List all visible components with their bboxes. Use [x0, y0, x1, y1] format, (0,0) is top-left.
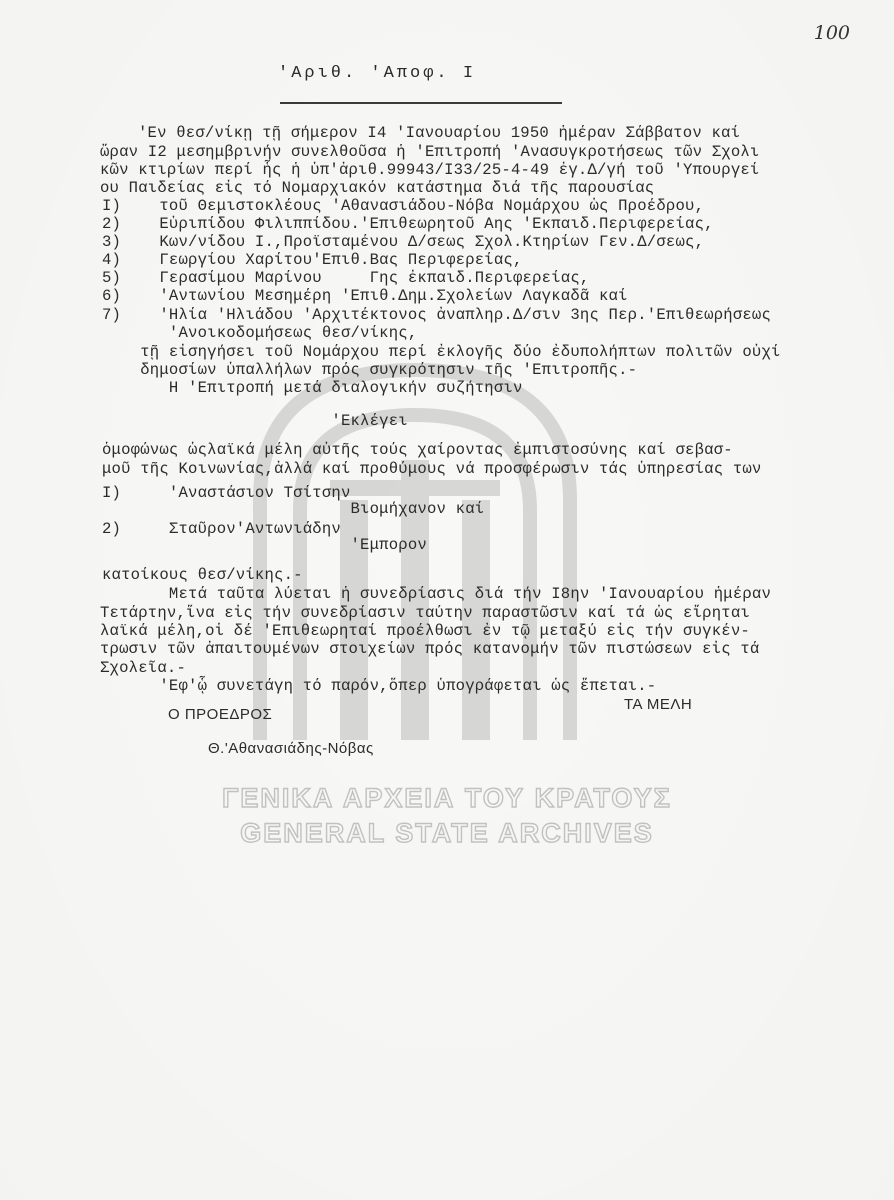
body-line: 2) Σταῦρον'Αντωνιάδην	[102, 520, 341, 538]
watermark-greek: ΓΕΝΙΚΑ ΑΡΧΕΙΑ ΤΟΥ ΚΡΑΤΟΥΣ	[222, 783, 672, 813]
president-label: Ο ΠΡΟΕΔΡΟΣ	[168, 706, 273, 723]
body-line: Η 'Επιτροπή μετά διαλογικήν συζήτησιν	[102, 379, 523, 397]
body-line: ὥραν Ι2 μεσημβρινήν συνελθοῦσα ἡ 'Επιτροπή 'Ανασυγκροτήσεως τῶν Σχολι	[100, 143, 760, 161]
body-line: 'Ανοικοδομήσεως θεσ/νίκης,	[102, 324, 418, 342]
body-line: 5) Γερασίμου Μαρίνου Γης ἐκπαιδ.Περιφερείας,	[102, 269, 590, 287]
heading-underline	[280, 102, 562, 104]
page-number: 100	[813, 22, 850, 44]
body-line: 'Εφ'ᾧ συνετάγη τό παρόν,ὅπερ ὑπογράφεται ὡς ἕπεται.-	[102, 677, 657, 695]
president-name: Θ.'Αθανασιάδης-Νόβας	[208, 740, 374, 757]
body-line: τῇ εἰσηγήσει τοῦ Νομάρχου περί ἐκλογῆς δύο ἐδυπολήπτων πολιτῶν οὐχί	[102, 343, 781, 361]
body-line: 'Εμπορον	[102, 536, 427, 554]
body-line: 'Εκλέγει	[102, 412, 408, 430]
body-line: 6) 'Αντωνίου Μεσημέρη 'Επιθ.Δημ.Σχολείων Λαγκαδᾶ καί	[102, 287, 628, 305]
body-line: Ι) τοῦ Θεμιστοκλέους 'Αθανασιάδου-Νόβα Νομάρχου ὡς Προέδρου,	[102, 197, 705, 215]
body-line: 4) Γεωργίου Χαρίτου'Επιθ.Βας Περιφερείας,	[102, 251, 523, 269]
body-line: ὁμοφώνως ὡςλαϊκά μέλη αὐτῆς τούς χαίροντας ἐμπιστοσύνης καί σεβασ-	[102, 441, 733, 459]
decision-heading: 'Αριθ. 'Αποφ. Ι	[278, 64, 477, 83]
members-label: ΤΑ ΜΕΛΗ	[624, 696, 693, 713]
body-line: λαϊκά μέλη,οἱ δέ 'Επιθεωρηταί προέλθωσι ἐν τῷ μεταξύ εἰς τήν συγκέν-	[100, 622, 750, 640]
body-line: κατοίκους θεσ/νίκης.-	[102, 566, 303, 584]
body-line: ου Παιδείας εἰς τό Νομαρχιακόν κατάστημα διά τῆς παρουσίας	[100, 179, 655, 197]
watermark-english: GENERAL STATE ARCHIVES	[240, 818, 654, 848]
body-line: 'Εν θεσ/νίκῃ τῇ σήμερον Ι4 'Ιανουαρίου 1950 ἡμέραν Σάββατον καί	[138, 124, 741, 142]
body-line: Σχολεῖα.-	[100, 659, 187, 677]
body-line: τρωσιν τῶν ἀπαιτουμένων στοιχείων πρός κατανομήν τῶν πιστώσεων εἰς τά	[100, 640, 760, 658]
body-line: Τετάρτην,ἵνα εἰς τήν συνεδρίασιν ταύτην παραστῶσιν καί τά ὡς εἴρηται	[100, 604, 750, 622]
body-line: Ι) 'Αναστάσιον Τσίτσην	[102, 484, 351, 502]
body-line: 7) 'Ηλία 'Ηλιάδου 'Αρχιτέκτονος ἀναπληρ.Δ/σιν 3ης Περ.'Επιθεωρήσεως	[102, 306, 772, 324]
body-line: 2) Εὐριπίδου Φιλιππίδου.'Επιθεωρητοῦ Αης 'Εκπαιδ.Περιφερείας,	[102, 215, 714, 233]
body-line: κῶν κτιρίων περί ἧς ἡ ὑπ'ἀριθ.99943/Ι33/25-4-49 ἐγ.Δ/γή τοῦ 'Υπουργεί	[100, 161, 760, 179]
body-line: Βιομήχανον καί	[102, 500, 485, 518]
body-line: 3) Κων/νίδου Ι.,Προϊσταμένου Δ/σεως Σχολ.Κτηρίων Γεν.Δ/σεως,	[102, 233, 705, 251]
body-line: μοῦ τῆς Κοινωνίας,ἀλλά καί προθύμους νά προσφέρωσιν τάς ὑπηρεσίας των	[102, 460, 762, 478]
body-line: Μετά ταῦτα λύεται ἡ συνεδρίασις διά τήν Ι8ην 'Ιανουαρίου ἡμέραν	[102, 585, 772, 603]
body-line: δημοσίων ὑπαλλήλων πρός συγκρότησιν τῆς 'Επιτροπῆς.-	[102, 361, 638, 379]
